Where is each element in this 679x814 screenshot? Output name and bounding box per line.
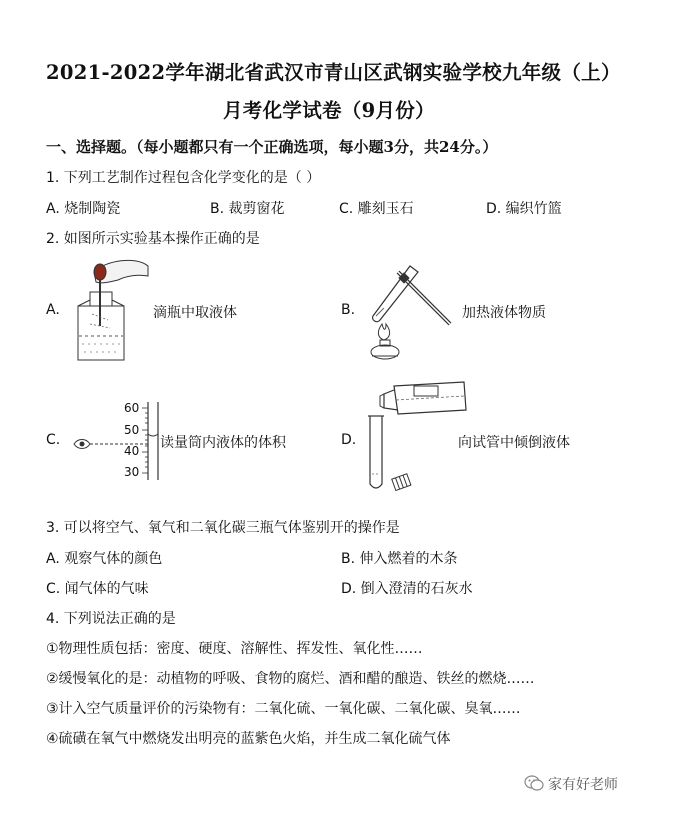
q2-option-d-caption: 向试管中倾倒液体 [458, 435, 570, 451]
wechat-icon [524, 774, 544, 792]
q2-option-b-caption: 加热液体物质 [462, 305, 546, 321]
q3-option-a: A. 观察气体的颜色 [46, 551, 163, 567]
q1-option-b: B. 裁剪窗花 [210, 201, 285, 217]
q3-option-d: D. 倒入澄清的石灰水 [341, 581, 473, 597]
q1-option-d: D. 编织竹篮 [486, 201, 562, 217]
q2-option-c-caption: 读量筒内液体的体积 [160, 435, 286, 451]
exam-title-line2: 月考化学试卷（9月份） [223, 99, 435, 122]
q2-option-c-letter: C. [46, 432, 61, 448]
q4-statement-4: ④硫磺在氧气中燃烧发出明亮的蓝紫色火焰，并生成二氧化硫气体 [46, 731, 451, 747]
cylinder-tick-30: 30 [124, 465, 140, 479]
section-heading: 一、选择题。（每小题都只有一个正确选项，每小题3分，共24分。） [46, 138, 498, 156]
q4-statement-3: ③计入空气质量评价的污染物有：二氧化硫、一氧化碳、二氧化碳、臭氧…… [46, 701, 521, 717]
exam-title-line1: 2021-2022学年湖北省武汉市青山区武钢实验学校九年级（上） [46, 61, 621, 84]
graduated-cylinder-figure [64, 400, 164, 482]
cylinder-tick-40: 40 [124, 444, 140, 458]
q2-option-a-letter: A. [46, 302, 60, 318]
heating-test-tube-figure [358, 262, 458, 362]
q2-option-a-caption: 滴瓶中取液体 [153, 305, 237, 321]
q3-option-c: C. 闻气体的气味 [46, 581, 149, 597]
q4-statement-2: ②缓慢氧化的是：动植物的呼吸、食物的腐烂、酒和醋的酿造、铁丝的燃烧…… [46, 671, 535, 687]
q4-statement-1: ①物理性质包括：密度、硬度、溶解性、挥发性、氧化性…… [46, 641, 423, 657]
q2-option-d-letter: D. [341, 432, 357, 448]
q4-stem: 4. 下列说法正确的是 [46, 611, 176, 627]
q2-option-b-letter: B. [341, 302, 356, 318]
q3-option-b: B. 伸入燃着的木条 [341, 551, 458, 567]
cylinder-tick-60: 60 [124, 401, 140, 415]
cylinder-tick-50: 50 [124, 423, 140, 437]
q1-option-a: A. 烧制陶瓷 [46, 201, 121, 217]
q2-stem: 2. 如图所示实验基本操作正确的是 [46, 231, 260, 247]
q1-stem: 1. 下列工艺制作过程包含化学变化的是（ ） [46, 170, 321, 186]
dropper-bottle-figure [66, 254, 156, 364]
q3-stem: 3. 可以将空气、氧气和二氧化碳三瓶气体鉴别开的操作是 [46, 520, 400, 536]
q1-option-c: C. 雕刻玉石 [339, 201, 414, 217]
watermark-text: 家有好老师 [548, 777, 618, 793]
